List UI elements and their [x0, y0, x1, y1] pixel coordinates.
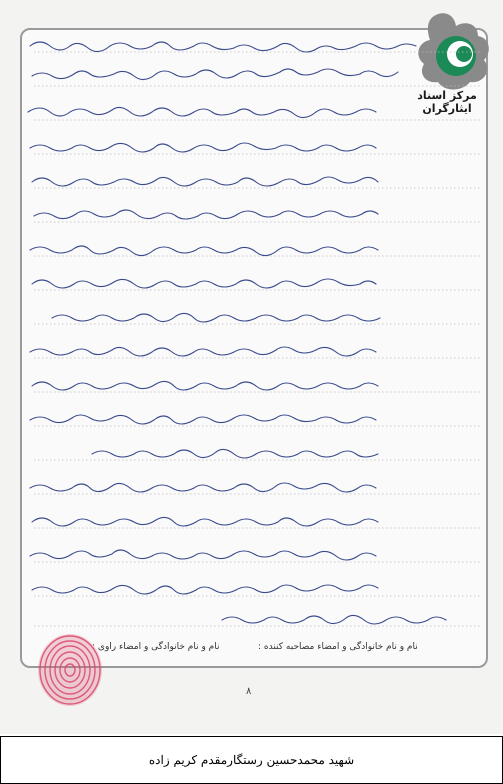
caption-box: [0, 736, 503, 784]
fingerprint-icon: [30, 630, 110, 710]
interviewer-signature-label: نام و نام خانوادگی و امضاء مصاحبه کننده :: [258, 642, 418, 652]
logo-text: مرکز اسناد ایثارگران: [417, 89, 477, 115]
narrator-signature-label: نام و نام خانوادگی و امضاء راوی :: [92, 642, 220, 652]
caption-text: شهید محمدحسین رستگارمقدم کریم زاده: [148, 753, 355, 767]
page-number: ۸: [246, 686, 252, 697]
handwritten-text-block: [22, 30, 488, 630]
